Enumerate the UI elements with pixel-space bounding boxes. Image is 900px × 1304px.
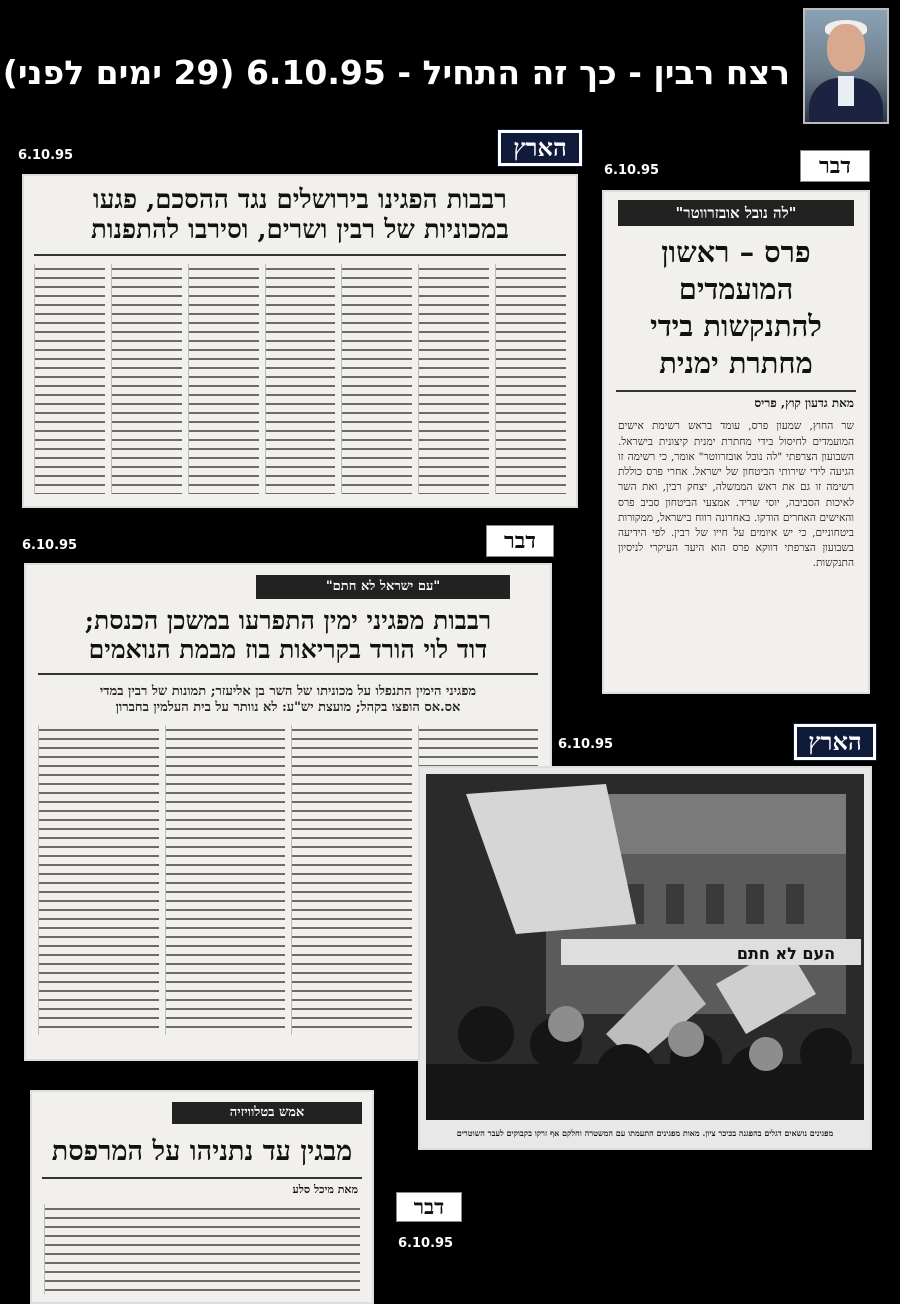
clip4-photo: [426, 774, 864, 1120]
clip4-photo-article: [418, 766, 872, 1150]
clip3-headline-1: רבבות מפגיני ימין התפרעו במשכן הכנסת;: [84, 606, 492, 635]
clip5-body-columns: [32, 1196, 372, 1294]
clip3-headline-2: דוד לוי הורד בקריאות בוז מבמת הנואמים: [88, 634, 488, 664]
clip1-headline-1: רבבות הפגינו בירושלים נגד ההסכם, פגעו: [93, 185, 507, 215]
clip4-caption: מפגינים נושאים דגלים בהפגנה בכיכר ציון. מאות מפגינים התעמתו עם המשטרה וחלקם אף זרקו בקבוקים לעבר השוטרים: [456, 1128, 834, 1138]
clip3-logo: דבר: [486, 525, 554, 557]
clip4-date: 6.10.95: [558, 737, 614, 752]
clip5-byline: מאת מיכל סלע: [292, 1183, 358, 1197]
clip3-date: 6.10.95: [22, 538, 78, 553]
clip5-rule: [42, 1177, 362, 1179]
face-shape: [827, 24, 865, 72]
clip5-banner: אמש בטלוויזיה: [172, 1102, 362, 1124]
clip2-rule: [616, 390, 856, 392]
clip2-byline: מאת גדעון קוץ, פריס: [754, 396, 854, 411]
clip3-banner: "עם ישראל לא חתם": [256, 575, 510, 599]
clip3-rule: [38, 673, 538, 675]
clip2-date: 6.10.95: [604, 163, 660, 178]
clip1-headline-2: במכוניות של רבין ושרים, וסירבו להתפנות: [91, 214, 509, 245]
clip5-logo: דבר: [396, 1192, 462, 1222]
clip2-body: שר החוץ, שמעון פרס, עומד בראש רשימת אישים המועמדים לחיסול בידי מחתרת ימנית קיצונית בישראל. השבועון הצרפתי "לה נובל אובזרווטר" אומר, כי רשימה זו הגיעה לידי שירותי הביטחון של ישראל. אחרי פרס כוללת רשימה זו גם את ראש הממשלה, יצחק רבין, ואת השר לאיכות הסביבה, יוסי שריד. אמצעי הביטחון סביב פרס והאישים האחרים הודקו. באחרונה רווח בישראל, ממקורות ביטחוניים, כי יש איומים על חייו של רבין. לפי הידיעה בשבועון הצרפתי דווקא פרס הוא היעד העיקרי לניסיון התנקשות.: [618, 420, 854, 570]
rabin-portrait: [803, 8, 889, 124]
clip4-logo: הארץ: [794, 724, 876, 760]
clip1-date: 6.10.95: [18, 148, 74, 163]
clip2-logo: דבר: [800, 150, 870, 182]
clip2-article: [602, 190, 870, 694]
clip1-logo: הארץ: [498, 130, 582, 166]
clip2-banner: "לה נובל אובזרווטר": [618, 200, 854, 226]
clip1-body-columns: [24, 264, 576, 494]
clip3-sub-1: מפגיני הימין התנפלו על מכוניתו של השר בן אליעזר; תמונות של רבין במדי: [99, 683, 477, 699]
clip1-article: [22, 174, 578, 508]
shirt-shape: [838, 76, 854, 106]
clip5-date: 6.10.95: [398, 1236, 454, 1251]
page-title: רצח רבין - כך זה התחיל - 6.10.95 (29 ימים לפני): [2, 53, 790, 92]
clip4-sign-text: העם לא חתם: [736, 944, 836, 963]
clip3-sub-2: אס.אס הופצו בקהל; מועצת יש"ע: לא נוותר על בית העלמין בחברון: [115, 699, 461, 715]
clip5-article: [30, 1090, 374, 1304]
clip1-rule: [34, 254, 566, 256]
clip5-headline: מבגין עד נתניהו על המרפסת: [51, 1136, 353, 1167]
clip2-headline: פרס – ראשון המועמדים להתנקשות בידי מחתרת ימנית: [650, 235, 822, 381]
